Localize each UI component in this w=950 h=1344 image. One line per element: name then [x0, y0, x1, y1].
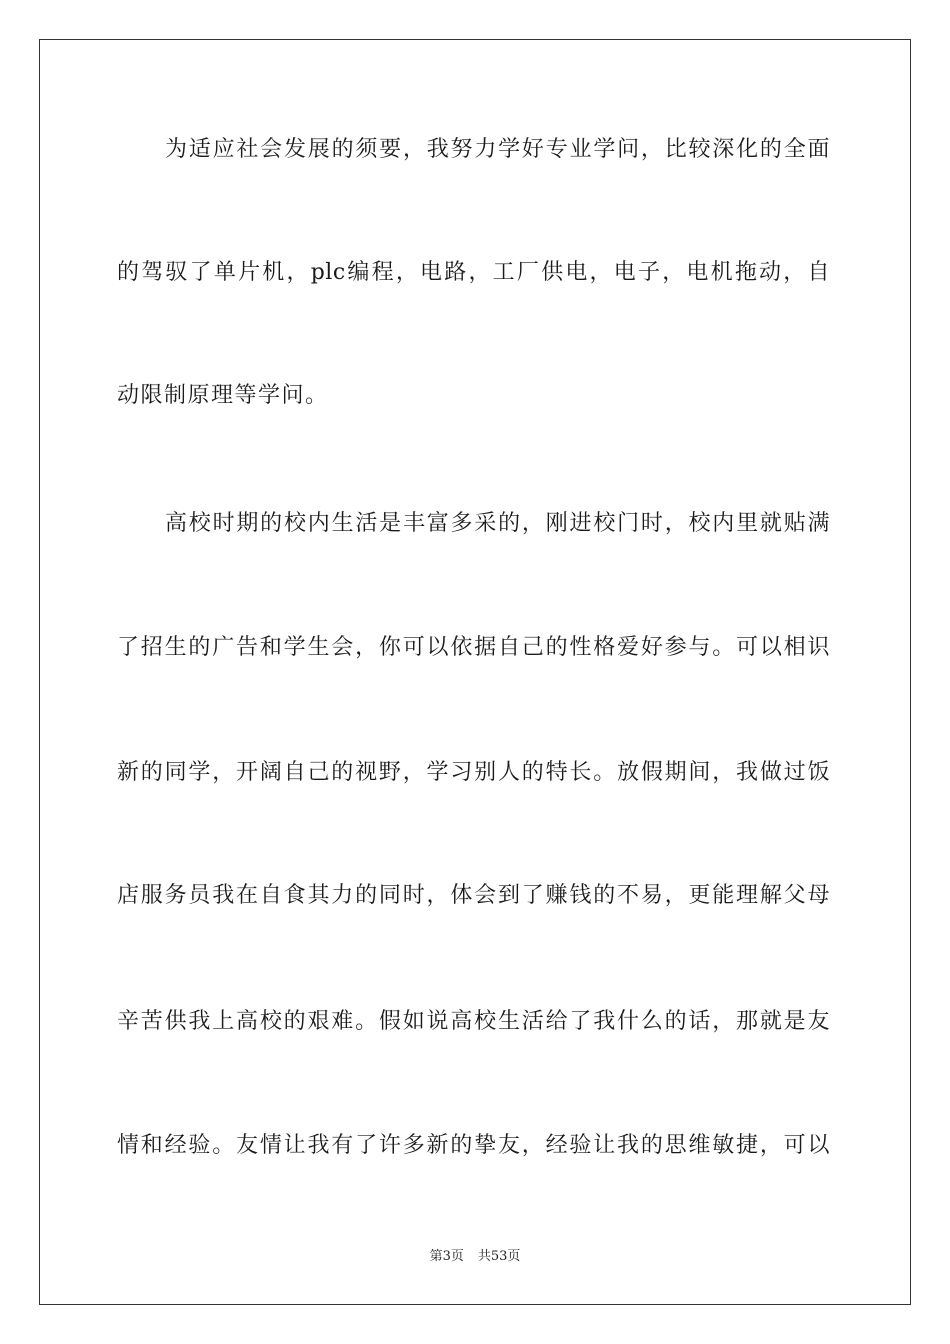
page-total: 共53页: [477, 1249, 521, 1264]
paragraph-2-line-6: 情和经验。友情让我有了许多新的挚友，经验让我的思维敏捷，可以: [117, 1133, 830, 1158]
paragraph-2-line-1: 高校时期的校内生活是丰富多采的，刚进校门时，校内里就贴满: [165, 511, 830, 536]
page-number: 第3页: [429, 1249, 464, 1264]
page-border: [39, 39, 911, 1305]
paragraph-2-line-2: 了招生的广告和学生会，你可以依据自己的性格爱好参与。可以相识: [117, 635, 830, 660]
page-footer: [0, 1248, 950, 1266]
paragraph-1-line-1: 为适应社会发展的须要，我努力学好专业学问，比较深化的全面: [165, 137, 830, 162]
paragraph-1-line-2: 的驾驭了单片机，plc编程，电路，工厂供电，电子，电机拖动，自: [117, 260, 830, 285]
paragraph-2-line-3: 新的同学，开阔自己的视野，学习别人的特长。放假期间，我做过饭: [117, 760, 830, 785]
paragraph-2-line-4: 店服务员我在自食其力的同时，体会到了赚钱的不易，更能理解父母: [117, 883, 830, 908]
paragraph-2-line-5: 辛苦供我上高校的艰难。假如说高校生活给了我什么的话，那就是友: [117, 1009, 830, 1034]
paragraph-1-line-3: 动限制原理等学问。: [117, 383, 329, 408]
